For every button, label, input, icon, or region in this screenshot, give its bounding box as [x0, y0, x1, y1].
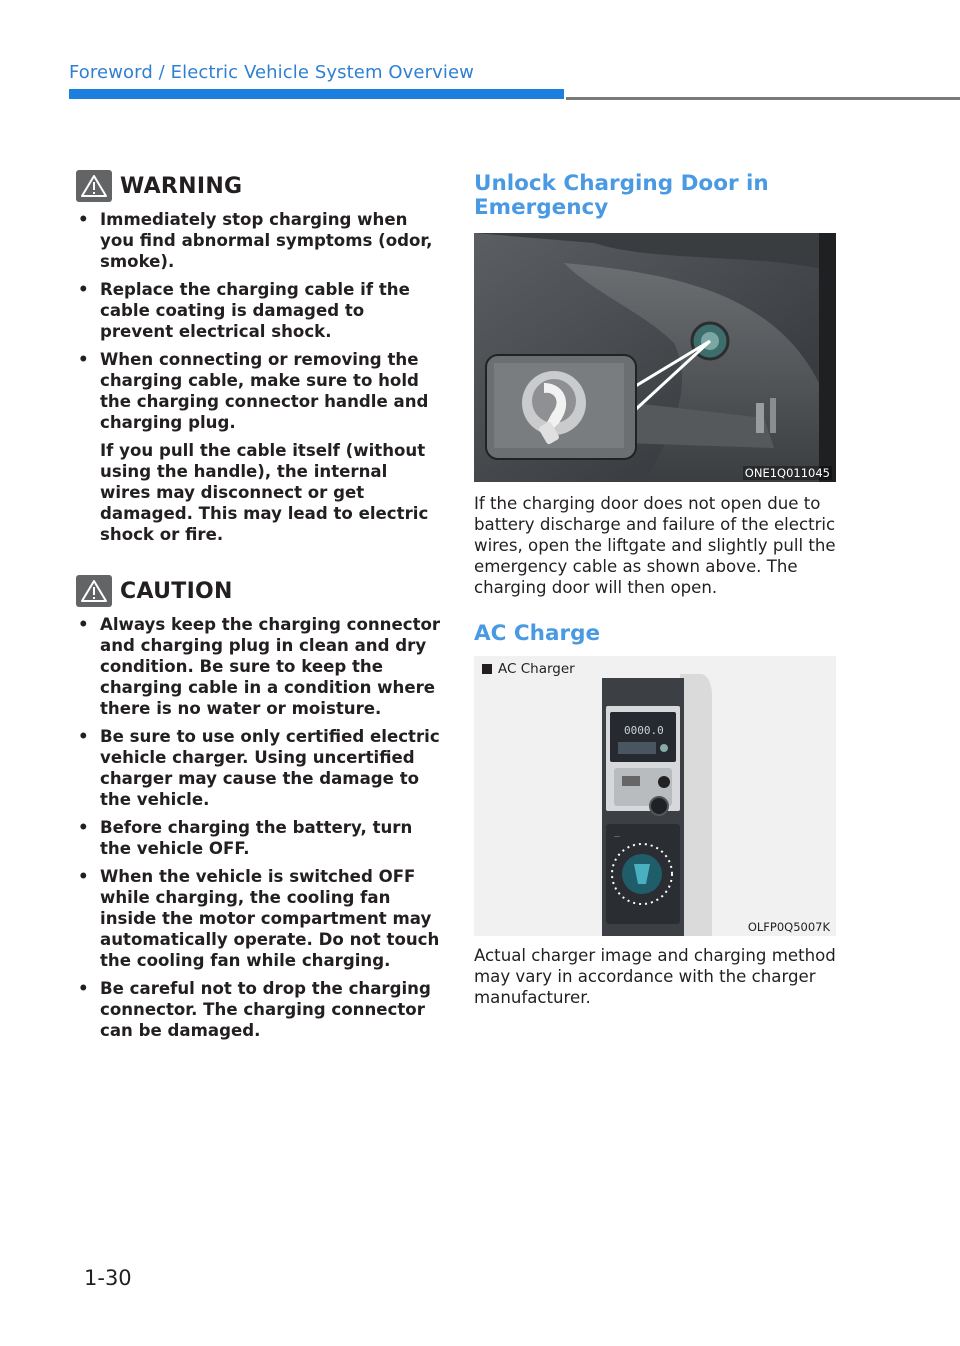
unlock-body-text: If the charging door does not open due to battery discharge and failure of the electric wires, open the liftgate and slightly pull the emergency cable as shown above. The charging door will then open. [474, 494, 836, 597]
warning-list [76, 209, 442, 545]
left-column [76, 170, 442, 1041]
caution-list [76, 614, 442, 1041]
header-title: Foreword / Electric Vehicle System Overview [69, 62, 474, 83]
header-rule-blue [69, 89, 564, 99]
caution-header [76, 575, 442, 607]
emergency-cable-illustration [474, 233, 836, 482]
caution-item [76, 614, 442, 719]
bullet: • [78, 280, 89, 299]
unlock-image-code: ONE1Q011045 [744, 466, 830, 480]
right-column [474, 172, 836, 1008]
caution-item [76, 817, 442, 859]
warning-item-subtext: If you pull the cable itself (without using the handle), the internal wires may disconnect or get damaged. This may lead to electric shock or fire. [100, 441, 429, 544]
caution-item-text: Be sure to use only certified electric vehicle charger. Using uncertified charger may cause the damage to the vehicle. [100, 727, 440, 809]
caution-item-text: Before charging the battery, turn the vehicle OFF. [100, 818, 413, 858]
header-rule-gray [566, 97, 960, 100]
warning-item-text: When connecting or removing the charging cable, make sure to hold the charging connector handle and charging plug. [100, 350, 429, 432]
caution-item-text: Always keep the charging connector and charging plug in clean and dry condition. Be sure to keep the charging cable in a condition where there is no water or moisture. [100, 615, 441, 718]
caution-item [76, 726, 442, 810]
ac-image-code: OLFP0Q5007K [747, 920, 830, 934]
warning-item [76, 279, 442, 342]
ac-charger-photo [474, 656, 836, 936]
ac-charger-illustration [474, 656, 836, 936]
warning-item [76, 209, 442, 272]
svg-text:—: — [614, 833, 620, 840]
emergency-cable-photo [474, 233, 836, 482]
charger-display-text: 0000.0 [624, 724, 664, 737]
caution-item-text: Be careful not to drop the charging connector. The charging connector can be damaged. [100, 979, 431, 1040]
warning-title: WARNING [120, 173, 243, 199]
bullet: • [78, 727, 89, 746]
warning-item [76, 349, 442, 545]
bullet: • [78, 818, 89, 837]
bullet: • [78, 210, 89, 229]
bullet: • [78, 350, 89, 369]
warning-header [76, 170, 442, 202]
warning-item-text: Replace the charging cable if the cable coating is damaged to prevent electrical shock. [100, 280, 410, 341]
ac-section-title: AC Charge [474, 621, 601, 646]
bullet: • [78, 867, 89, 886]
bullet: • [78, 979, 89, 998]
bullet: • [78, 615, 89, 634]
warning-item-text: Immediately stop charging when you find abnormal symptoms (odor, smoke). [100, 210, 433, 271]
caution-item-text: When the vehicle is switched OFF while charging, the cooling fan inside the motor compartment may automatically operate. Do not touch the cooling fan while charging. [100, 867, 440, 970]
caution-title: CAUTION [120, 578, 233, 604]
caution-item [76, 866, 442, 971]
warning-triangle-icon [76, 170, 112, 202]
caution-item [76, 978, 442, 1041]
ac-body-text: Actual charger image and charging method may vary in accordance with the charger manufacturer. [474, 946, 836, 1007]
caution-triangle-icon [76, 575, 112, 607]
unlock-section-title: Unlock Charging Door in Emergency [474, 171, 769, 220]
ac-charger-label-text: AC Charger [498, 661, 575, 677]
page-number: 1-30 [84, 1266, 132, 1290]
